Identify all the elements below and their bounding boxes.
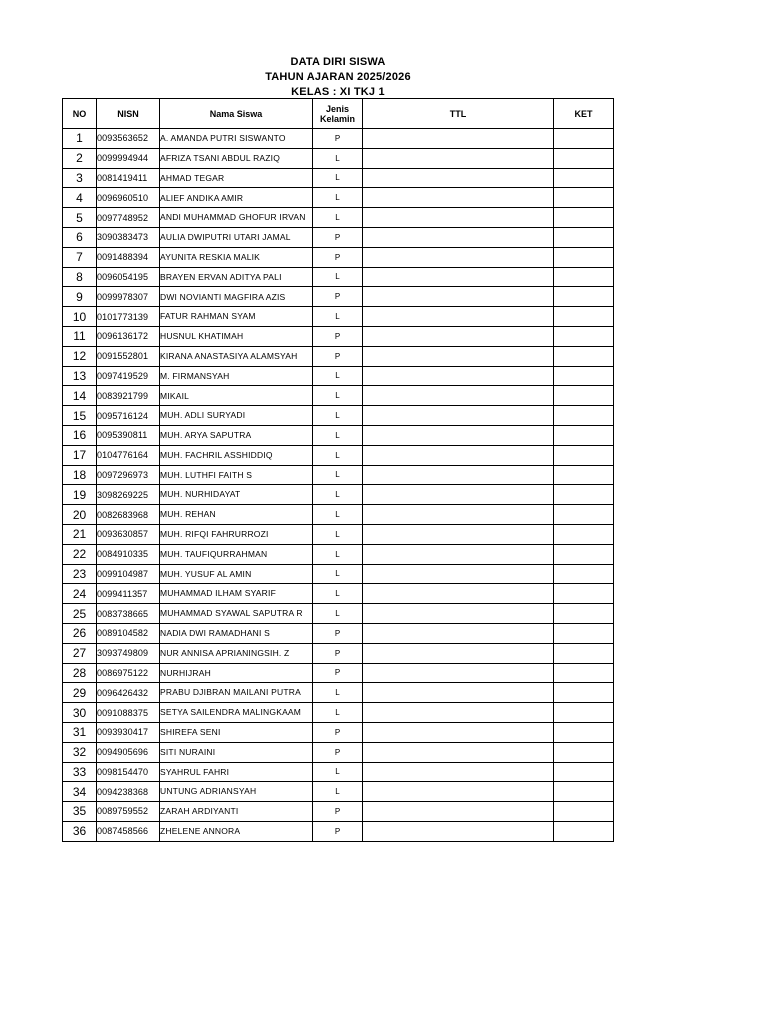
gender-cell: P: [313, 722, 363, 742]
ttl-cell: [363, 643, 554, 663]
table-row: [63, 287, 614, 307]
ket-cell: [554, 544, 614, 564]
ttl-cell: [363, 821, 554, 841]
row-number: 35: [63, 802, 97, 822]
ket-cell: [554, 524, 614, 544]
table-row: [63, 346, 614, 366]
student-name-cell: NUR ANNISA APRIANINGSIH. Z: [160, 643, 313, 663]
student-name-cell: ZARAH ARDIYANTI: [160, 802, 313, 822]
gender-cell: L: [313, 564, 363, 584]
gender-cell: P: [313, 247, 363, 267]
ttl-cell: [363, 623, 554, 643]
row-number: 8: [63, 267, 97, 287]
ttl-cell: [363, 326, 554, 346]
nisn-cell: 0097296973: [97, 465, 160, 485]
nisn-cell: 0095390811: [97, 425, 160, 445]
ket-cell: [554, 782, 614, 802]
nisn-cell: 0084910335: [97, 544, 160, 564]
ket-cell: [554, 802, 614, 822]
nisn-cell: 0094905696: [97, 742, 160, 762]
ket-cell: [554, 821, 614, 841]
gender-cell: L: [313, 762, 363, 782]
row-number: 2: [63, 148, 97, 168]
nisn-cell: 0082683968: [97, 505, 160, 525]
table-row: [63, 485, 614, 505]
gender-cell: P: [313, 623, 363, 643]
table-row: [63, 188, 614, 208]
row-number: 6: [63, 227, 97, 247]
nisn-cell: 0097419529: [97, 366, 160, 386]
gender-cell: P: [313, 643, 363, 663]
ket-cell: [554, 703, 614, 723]
ket-cell: [554, 623, 614, 643]
ket-cell: [554, 722, 614, 742]
row-number: 17: [63, 445, 97, 465]
nisn-cell: 0089104582: [97, 623, 160, 643]
ttl-cell: [363, 465, 554, 485]
ket-cell: [554, 584, 614, 604]
row-number: 13: [63, 366, 97, 386]
table-row: [63, 386, 614, 406]
ttl-cell: [363, 564, 554, 584]
row-number: 9: [63, 287, 97, 307]
column-header-nisn: NISN: [97, 99, 160, 129]
nisn-cell: 0093630857: [97, 524, 160, 544]
ket-cell: [554, 643, 614, 663]
student-name-cell: AFRIZA TSANI ABDUL RAZIQ: [160, 148, 313, 168]
table-row: [63, 782, 614, 802]
row-number: 32: [63, 742, 97, 762]
student-name-cell: MIKAIL: [160, 386, 313, 406]
gender-cell: L: [313, 604, 363, 624]
ket-cell: [554, 406, 614, 426]
ket-cell: [554, 168, 614, 188]
table-row: [63, 722, 614, 742]
row-number: 24: [63, 584, 97, 604]
gender-cell: L: [313, 465, 363, 485]
row-number: 20: [63, 505, 97, 525]
ttl-cell: [363, 722, 554, 742]
ket-cell: [554, 287, 614, 307]
student-name-cell: MUH. FACHRIL ASSHIDDIQ: [160, 445, 313, 465]
ket-cell: [554, 465, 614, 485]
student-name-cell: MUH. LUTHFI FAITH S: [160, 465, 313, 485]
nisn-cell: 0093930417: [97, 722, 160, 742]
ket-cell: [554, 188, 614, 208]
table-row: [63, 762, 614, 782]
table-row: [63, 505, 614, 525]
table-row: [63, 247, 614, 267]
table-row: [63, 168, 614, 188]
table-row: [63, 465, 614, 485]
ttl-cell: [363, 683, 554, 703]
nisn-cell: 0091552801: [97, 346, 160, 366]
nisn-cell: 0087458566: [97, 821, 160, 841]
gender-cell: P: [313, 802, 363, 822]
table-row: [63, 623, 614, 643]
nisn-cell: 0097748952: [97, 208, 160, 228]
table-row: [63, 584, 614, 604]
student-name-cell: SYAHRUL FAHRI: [160, 762, 313, 782]
gender-cell: L: [313, 307, 363, 327]
row-number: 34: [63, 782, 97, 802]
row-number: 27: [63, 643, 97, 663]
column-header-name: Nama Siswa: [160, 99, 313, 129]
ttl-cell: [363, 703, 554, 723]
table-row: [63, 703, 614, 723]
nisn-cell: 0099411357: [97, 584, 160, 604]
table-row: [63, 267, 614, 287]
student-name-cell: M. FIRMANSYAH: [160, 366, 313, 386]
student-name-cell: ANDI MUHAMMAD GHOFUR IRVAN: [160, 208, 313, 228]
ttl-cell: [363, 445, 554, 465]
row-number: 5: [63, 208, 97, 228]
table-row: [63, 564, 614, 584]
student-name-cell: AYUNITA RESKIA MALIK: [160, 247, 313, 267]
student-name-cell: KIRANA ANASTASIYA ALAMSYAH: [160, 346, 313, 366]
student-name-cell: UNTUNG ADRIANSYAH: [160, 782, 313, 802]
gender-cell: L: [313, 683, 363, 703]
ttl-cell: [363, 406, 554, 426]
table-row: [63, 406, 614, 426]
ttl-cell: [363, 247, 554, 267]
student-name-cell: MUH. ADLI SURYADI: [160, 406, 313, 426]
table-body: [63, 129, 614, 842]
row-number: 23: [63, 564, 97, 584]
column-header-gender-line2: Kelamin: [319, 113, 355, 124]
ttl-cell: [363, 762, 554, 782]
table-row: [63, 208, 614, 228]
row-number: 4: [63, 188, 97, 208]
nisn-cell: 0081419411: [97, 168, 160, 188]
nisn-cell: 0089759552: [97, 802, 160, 822]
gender-cell: L: [313, 703, 363, 723]
table-row: [63, 742, 614, 762]
gender-cell: L: [313, 366, 363, 386]
ket-cell: [554, 742, 614, 762]
school-year: TAHUN AJARAN 2025/2026: [265, 71, 411, 83]
column-header-gender-line1: Jenis: [325, 103, 349, 114]
table-row: [63, 802, 614, 822]
ket-cell: [554, 425, 614, 445]
ttl-cell: [363, 267, 554, 287]
gender-cell: P: [313, 742, 363, 762]
gender-cell: L: [313, 386, 363, 406]
row-number: 25: [63, 604, 97, 624]
gender-cell: P: [313, 227, 363, 247]
nisn-cell: 0098154470: [97, 762, 160, 782]
ttl-cell: [363, 386, 554, 406]
table-row: [63, 227, 614, 247]
row-number: 7: [63, 247, 97, 267]
document-title-block: [0, 55, 676, 100]
student-name-cell: MUH. REHAN: [160, 505, 313, 525]
table-header-row: [63, 99, 614, 129]
row-number: 11: [63, 326, 97, 346]
row-number: 33: [63, 762, 97, 782]
table-row: [63, 524, 614, 544]
gender-cell: P: [313, 663, 363, 683]
nisn-cell: 0099994944: [97, 148, 160, 168]
ket-cell: [554, 683, 614, 703]
student-name-cell: MUH. YUSUF AL AMIN: [160, 564, 313, 584]
table-row: [63, 821, 614, 841]
ket-cell: [554, 148, 614, 168]
nisn-cell: 0096960510: [97, 188, 160, 208]
nisn-cell: 0101773139: [97, 307, 160, 327]
row-number: 18: [63, 465, 97, 485]
gender-cell: L: [313, 485, 363, 505]
ttl-cell: [363, 148, 554, 168]
row-number: 15: [63, 406, 97, 426]
ket-cell: [554, 227, 614, 247]
gender-cell: L: [313, 445, 363, 465]
table-row: [63, 307, 614, 327]
nisn-cell: 0083921799: [97, 386, 160, 406]
nisn-cell: 0091088375: [97, 703, 160, 723]
nisn-cell: 0091488394: [97, 247, 160, 267]
ket-cell: [554, 326, 614, 346]
ket-cell: [554, 604, 614, 624]
ket-cell: [554, 267, 614, 287]
ttl-cell: [363, 188, 554, 208]
ttl-cell: [363, 366, 554, 386]
row-number: 3: [63, 168, 97, 188]
student-name-cell: MUH. RIFQI FAHRURROZI: [160, 524, 313, 544]
gender-cell: L: [313, 267, 363, 287]
ttl-cell: [363, 346, 554, 366]
gender-cell: L: [313, 168, 363, 188]
gender-cell: L: [313, 148, 363, 168]
class-label: KELAS : XI TKJ 1: [291, 86, 385, 98]
gender-cell: L: [313, 782, 363, 802]
table-row: [63, 148, 614, 168]
ttl-cell: [363, 227, 554, 247]
row-number: 36: [63, 821, 97, 841]
student-name-cell: FATUR RAHMAN SYAM: [160, 307, 313, 327]
row-number: 10: [63, 307, 97, 327]
ttl-cell: [363, 208, 554, 228]
ttl-cell: [363, 663, 554, 683]
gender-cell: L: [313, 505, 363, 525]
nisn-cell: 0096054195: [97, 267, 160, 287]
gender-cell: P: [313, 821, 363, 841]
row-number: 19: [63, 485, 97, 505]
nisn-cell: 3098269225: [97, 485, 160, 505]
nisn-cell: 0095716124: [97, 406, 160, 426]
ttl-cell: [363, 485, 554, 505]
nisn-cell: 3093749809: [97, 643, 160, 663]
student-name-cell: BRAYEN ERVAN ADITYA PALI: [160, 267, 313, 287]
student-name-cell: PRABU DJIBRAN MAILANI PUTRA: [160, 683, 313, 703]
student-name-cell: ALIEF ANDIKA AMIR: [160, 188, 313, 208]
row-number: 30: [63, 703, 97, 723]
table-row: [63, 366, 614, 386]
ket-cell: [554, 208, 614, 228]
nisn-cell: 0099978307: [97, 287, 160, 307]
gender-cell: L: [313, 188, 363, 208]
ket-cell: [554, 663, 614, 683]
ket-cell: [554, 247, 614, 267]
ttl-cell: [363, 168, 554, 188]
row-number: 29: [63, 683, 97, 703]
ket-cell: [554, 386, 614, 406]
table-row: [63, 326, 614, 346]
student-name-cell: MUH. NURHIDAYAT: [160, 485, 313, 505]
nisn-cell: 0096426432: [97, 683, 160, 703]
gender-cell: L: [313, 544, 363, 564]
student-name-cell: SHIREFA SENI: [160, 722, 313, 742]
ket-cell: [554, 129, 614, 149]
column-header-ket: KET: [554, 99, 614, 129]
gender-cell: L: [313, 584, 363, 604]
table-row: [63, 445, 614, 465]
student-name-cell: NURHIJRAH: [160, 663, 313, 683]
gender-cell: P: [313, 129, 363, 149]
ttl-cell: [363, 505, 554, 525]
ket-cell: [554, 485, 614, 505]
ttl-cell: [363, 604, 554, 624]
row-number: 22: [63, 544, 97, 564]
column-header-gender: [313, 99, 363, 129]
row-number: 1: [63, 129, 97, 149]
student-name-cell: SETYA SAILENDRA MALINGKAAM: [160, 703, 313, 723]
ket-cell: [554, 505, 614, 525]
table-row: [63, 544, 614, 564]
ttl-cell: [363, 782, 554, 802]
row-number: 16: [63, 425, 97, 445]
ttl-cell: [363, 307, 554, 327]
ket-cell: [554, 307, 614, 327]
gender-cell: L: [313, 425, 363, 445]
ttl-cell: [363, 129, 554, 149]
row-number: 14: [63, 386, 97, 406]
nisn-cell: 0094238368: [97, 782, 160, 802]
gender-cell: P: [313, 287, 363, 307]
ket-cell: [554, 366, 614, 386]
gender-cell: P: [313, 326, 363, 346]
table-row: [63, 604, 614, 624]
gender-cell: L: [313, 406, 363, 426]
student-name-cell: ZHELENE ANNORA: [160, 821, 313, 841]
student-name-cell: MUH. TAUFIQURRAHMAN: [160, 544, 313, 564]
ttl-cell: [363, 584, 554, 604]
ket-cell: [554, 346, 614, 366]
row-number: 31: [63, 722, 97, 742]
document-title: DATA DIRI SISWA: [290, 56, 386, 68]
student-name-cell: SITI NURAINI: [160, 742, 313, 762]
row-number: 28: [63, 663, 97, 683]
nisn-cell: 3090383473: [97, 227, 160, 247]
table-row: [63, 663, 614, 683]
gender-cell: L: [313, 524, 363, 544]
nisn-cell: 0099104987: [97, 564, 160, 584]
ttl-cell: [363, 742, 554, 762]
ttl-cell: [363, 544, 554, 564]
table-row: [63, 683, 614, 703]
gender-cell: L: [313, 208, 363, 228]
student-roster-table: [62, 98, 614, 842]
nisn-cell: 0104776164: [97, 445, 160, 465]
gender-cell: P: [313, 346, 363, 366]
student-name-cell: MUHAMMAD ILHAM SYARIF: [160, 584, 313, 604]
student-name-cell: A. AMANDA PUTRI SISWANTO: [160, 129, 313, 149]
nisn-cell: 0093563652: [97, 129, 160, 149]
student-name-cell: NADIA DWI RAMADHANI S: [160, 623, 313, 643]
student-name-cell: MUHAMMAD SYAWAL SAPUTRA R: [160, 604, 313, 624]
ket-cell: [554, 762, 614, 782]
ttl-cell: [363, 524, 554, 544]
row-number: 12: [63, 346, 97, 366]
ttl-cell: [363, 425, 554, 445]
ket-cell: [554, 564, 614, 584]
table-row: [63, 425, 614, 445]
row-number: 21: [63, 524, 97, 544]
student-name-cell: AULIA DWIPUTRI UTARI JAMAL: [160, 227, 313, 247]
column-header-ttl: TTL: [363, 99, 554, 129]
table-row: [63, 643, 614, 663]
student-name-cell: DWI NOVIANTI MAGFIRA AZIS: [160, 287, 313, 307]
ttl-cell: [363, 287, 554, 307]
student-name-cell: MUH. ARYA SAPUTRA: [160, 425, 313, 445]
table-row: [63, 129, 614, 149]
column-header-no: NO: [63, 99, 97, 129]
student-name-cell: AHMAD TEGAR: [160, 168, 313, 188]
nisn-cell: 0086975122: [97, 663, 160, 683]
student-name-cell: HUSNUL KHATIMAH: [160, 326, 313, 346]
nisn-cell: 0096136172: [97, 326, 160, 346]
ttl-cell: [363, 802, 554, 822]
row-number: 26: [63, 623, 97, 643]
nisn-cell: 0083738665: [97, 604, 160, 624]
ket-cell: [554, 445, 614, 465]
